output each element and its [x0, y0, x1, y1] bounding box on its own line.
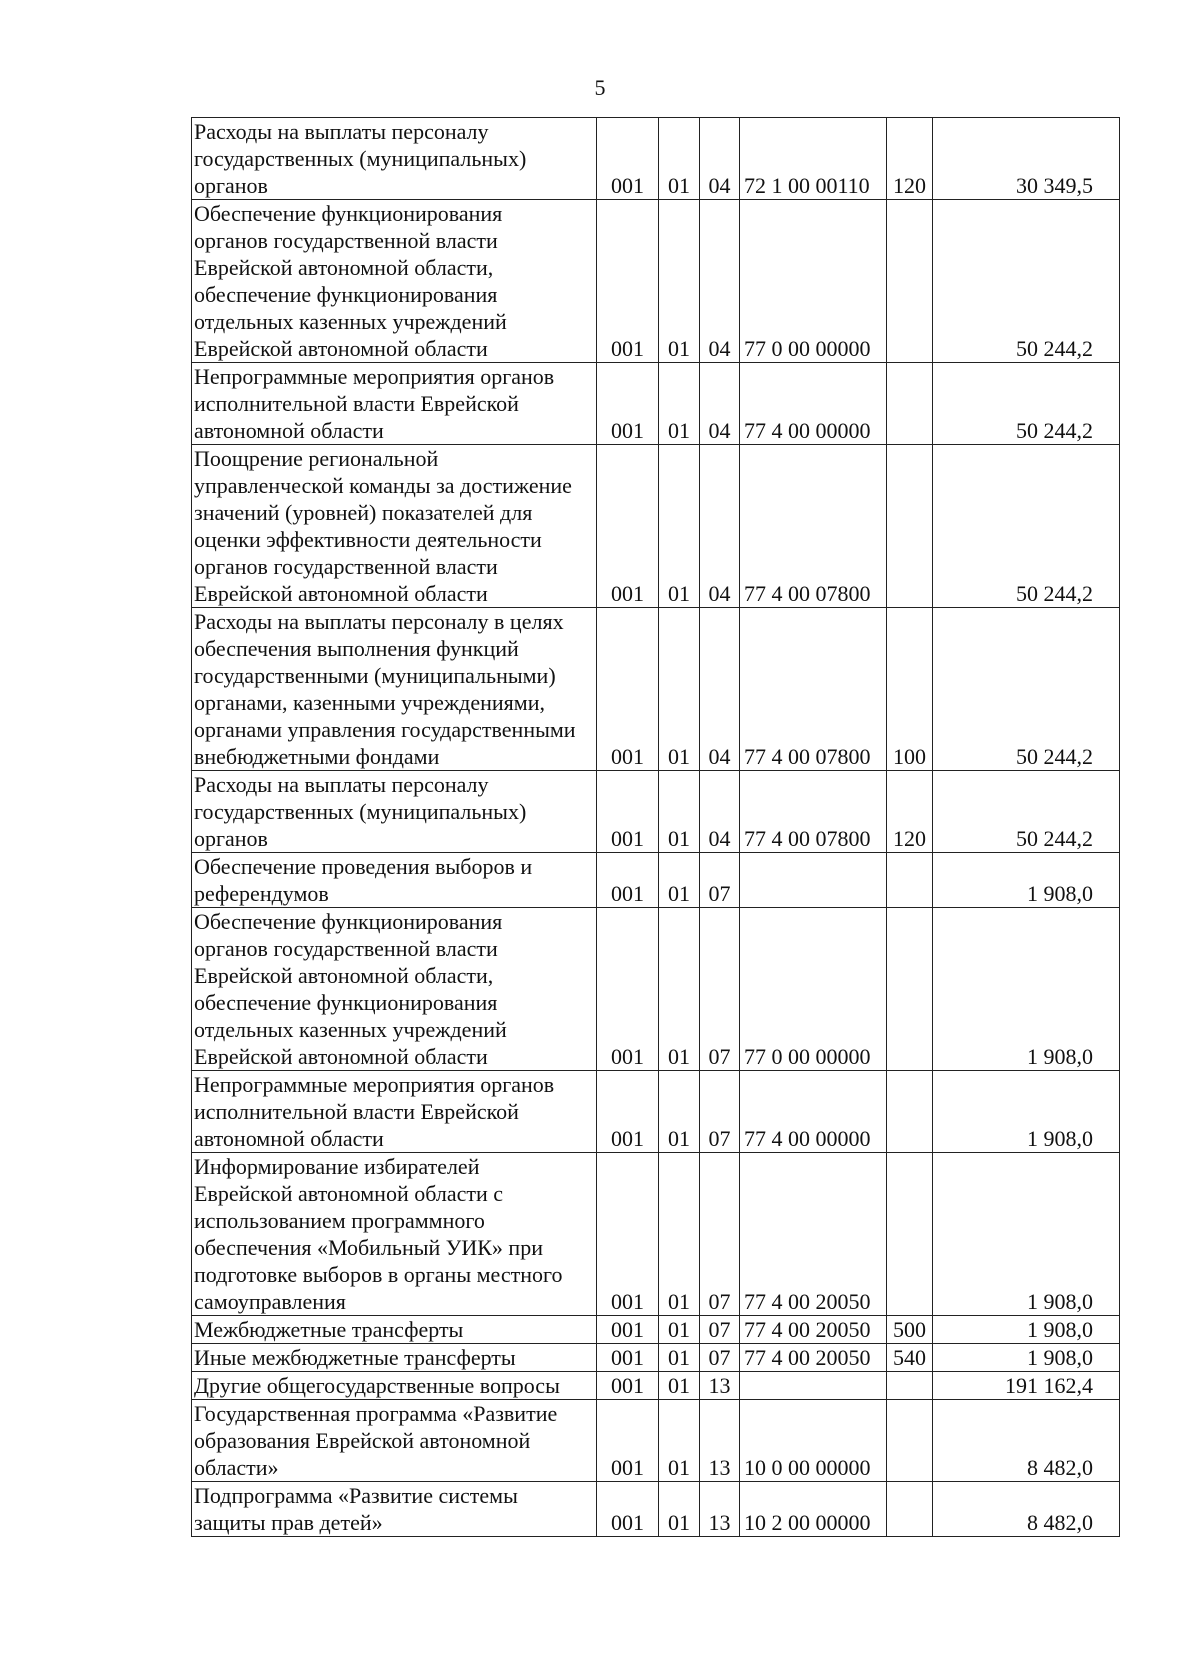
table-row	[192, 1316, 1120, 1344]
subsection-code-cell: 13	[700, 1372, 740, 1400]
target-article-cell: 77 4 00 07800	[740, 771, 887, 853]
expense-name-cell: Непрограммные мероприятия органов исполнительной власти Еврейской автономной области	[192, 363, 597, 445]
table-row	[192, 908, 1120, 1071]
expense-type-cell: 120	[887, 771, 933, 853]
amount-cell: 1 908,0	[933, 908, 1120, 1071]
subsection-code-cell: 13	[700, 1482, 740, 1537]
subsection-code-cell: 04	[700, 608, 740, 771]
expense-name-cell: Информирование избирателей Еврейской автономной области с использованием программного обеспечения «Мобильный УИК» при подготовке выборов в органы местного самоуправления	[192, 1153, 597, 1316]
target-article-cell: 77 4 00 20050	[740, 1153, 887, 1316]
table-row	[192, 1372, 1120, 1400]
amount-cell: 8 482,0	[933, 1482, 1120, 1537]
ministry-code-cell: 001	[597, 1372, 659, 1400]
table-row	[192, 363, 1120, 445]
expense-type-cell	[887, 200, 933, 363]
subsection-code-cell: 04	[700, 445, 740, 608]
section-code-cell: 01	[659, 1316, 700, 1344]
section-code-cell: 01	[659, 608, 700, 771]
section-code-cell: 01	[659, 908, 700, 1071]
ministry-code-cell: 001	[597, 908, 659, 1071]
expense-type-cell	[887, 445, 933, 608]
amount-cell: 1 908,0	[933, 1153, 1120, 1316]
expense-type-cell	[887, 1372, 933, 1400]
table-row	[192, 1071, 1120, 1153]
table-row	[192, 1153, 1120, 1316]
expense-type-cell	[887, 1400, 933, 1482]
section-code-cell: 01	[659, 1153, 700, 1316]
amount-cell: 8 482,0	[933, 1400, 1120, 1482]
budget-table	[191, 117, 1120, 1537]
amount-cell: 1 908,0	[933, 1316, 1120, 1344]
amount-cell: 50 244,2	[933, 771, 1120, 853]
section-code-cell: 01	[659, 771, 700, 853]
subsection-code-cell: 04	[700, 363, 740, 445]
target-article-cell: 72 1 00 00110	[740, 118, 887, 200]
target-article-cell: 77 4 00 07800	[740, 608, 887, 771]
section-code-cell: 01	[659, 1344, 700, 1372]
expense-name-cell: Непрограммные мероприятия органов исполнительной власти Еврейской автономной области	[192, 1071, 597, 1153]
amount-cell: 50 244,2	[933, 200, 1120, 363]
section-code-cell: 01	[659, 1071, 700, 1153]
target-article-cell: 10 0 00 00000	[740, 1400, 887, 1482]
section-code-cell: 01	[659, 1372, 700, 1400]
expense-name-cell: Обеспечение функционирования органов государственной власти Еврейской автономной области, обеспечение функционирования отдельных казенных учреждений Еврейской автономной области	[192, 908, 597, 1071]
expense-type-cell	[887, 1153, 933, 1316]
expense-type-cell	[887, 363, 933, 445]
subsection-code-cell: 04	[700, 771, 740, 853]
section-code-cell: 01	[659, 200, 700, 363]
ministry-code-cell: 001	[597, 1400, 659, 1482]
target-article-cell: 10 2 00 00000	[740, 1482, 887, 1537]
expense-name-cell: Подпрограмма «Развитие системы защиты прав детей»	[192, 1482, 597, 1537]
ministry-code-cell: 001	[597, 1316, 659, 1344]
ministry-code-cell: 001	[597, 118, 659, 200]
target-article-cell: 77 0 00 00000	[740, 200, 887, 363]
expense-name-cell: Расходы на выплаты персоналу в целях обеспечения выполнения функций государственными (муниципальными) органами, казенными учреждениями, органами управления государственными внебюджетными фондами	[192, 608, 597, 771]
target-article-cell: 77 4 00 00000	[740, 363, 887, 445]
subsection-code-cell: 04	[700, 200, 740, 363]
table-row	[192, 1400, 1120, 1482]
expense-name-cell: Иные межбюджетные трансферты	[192, 1344, 597, 1372]
section-code-cell: 01	[659, 853, 700, 908]
subsection-code-cell: 04	[700, 118, 740, 200]
ministry-code-cell: 001	[597, 363, 659, 445]
expense-name-cell: Расходы на выплаты персоналу государственных (муниципальных) органов	[192, 118, 597, 200]
subsection-code-cell: 07	[700, 853, 740, 908]
ministry-code-cell: 001	[597, 1071, 659, 1153]
amount-cell: 50 244,2	[933, 608, 1120, 771]
ministry-code-cell: 001	[597, 200, 659, 363]
expense-type-cell: 100	[887, 608, 933, 771]
amount-cell: 50 244,2	[933, 445, 1120, 608]
ministry-code-cell: 001	[597, 853, 659, 908]
expense-type-cell: 540	[887, 1344, 933, 1372]
subsection-code-cell: 07	[700, 1153, 740, 1316]
ministry-code-cell: 001	[597, 1482, 659, 1537]
subsection-code-cell: 07	[700, 1071, 740, 1153]
ministry-code-cell: 001	[597, 771, 659, 853]
subsection-code-cell: 07	[700, 1316, 740, 1344]
subsection-code-cell: 07	[700, 1344, 740, 1372]
target-article-cell	[740, 1372, 887, 1400]
target-article-cell: 77 4 00 20050	[740, 1344, 887, 1372]
ministry-code-cell: 001	[597, 1344, 659, 1372]
target-article-cell: 77 4 00 20050	[740, 1316, 887, 1344]
section-code-cell: 01	[659, 1482, 700, 1537]
subsection-code-cell: 13	[700, 1400, 740, 1482]
table-row	[192, 118, 1120, 200]
table-row	[192, 771, 1120, 853]
expense-type-cell	[887, 1071, 933, 1153]
target-article-cell: 77 4 00 07800	[740, 445, 887, 608]
table-row	[192, 853, 1120, 908]
amount-cell: 30 349,5	[933, 118, 1120, 200]
expense-type-cell: 500	[887, 1316, 933, 1344]
target-article-cell: 77 0 00 00000	[740, 908, 887, 1071]
table-body	[192, 118, 1120, 1537]
table-row	[192, 1344, 1120, 1372]
amount-cell: 1 908,0	[933, 1344, 1120, 1372]
table-row	[192, 445, 1120, 608]
amount-cell: 50 244,2	[933, 363, 1120, 445]
expense-type-cell	[887, 853, 933, 908]
ministry-code-cell: 001	[597, 608, 659, 771]
expense-type-cell	[887, 908, 933, 1071]
expense-name-cell: Межбюджетные трансферты	[192, 1316, 597, 1344]
section-code-cell: 01	[659, 1400, 700, 1482]
expense-name-cell: Государственная программа «Развитие образования Еврейской автономной области»	[192, 1400, 597, 1482]
subsection-code-cell: 07	[700, 908, 740, 1071]
table-row	[192, 200, 1120, 363]
table-row	[192, 608, 1120, 771]
table-row	[192, 1482, 1120, 1537]
expense-type-cell	[887, 1482, 933, 1537]
expense-name-cell: Поощрение региональной управленческой команды за достижение значений (уровней) показателей для оценки эффективности деятельности органов государственной власти Еврейской автономной области	[192, 445, 597, 608]
section-code-cell: 01	[659, 363, 700, 445]
expense-name-cell: Расходы на выплаты персоналу государственных (муниципальных) органов	[192, 771, 597, 853]
amount-cell: 191 162,4	[933, 1372, 1120, 1400]
section-code-cell: 01	[659, 445, 700, 608]
ministry-code-cell: 001	[597, 445, 659, 608]
target-article-cell: 77 4 00 00000	[740, 1071, 887, 1153]
section-code-cell: 01	[659, 118, 700, 200]
page-number: 5	[594, 75, 606, 100]
amount-cell: 1 908,0	[933, 1071, 1120, 1153]
target-article-cell	[740, 853, 887, 908]
ministry-code-cell: 001	[597, 1153, 659, 1316]
expense-name-cell: Другие общегосударственные вопросы	[192, 1372, 597, 1400]
expense-name-cell: Обеспечение функционирования органов государственной власти Еврейской автономной области, обеспечение функционирования отдельных казенных учреждений Еврейской автономной области	[192, 200, 597, 363]
expense-type-cell: 120	[887, 118, 933, 200]
amount-cell: 1 908,0	[933, 853, 1120, 908]
expense-name-cell: Обеспечение проведения выборов и референдумов	[192, 853, 597, 908]
